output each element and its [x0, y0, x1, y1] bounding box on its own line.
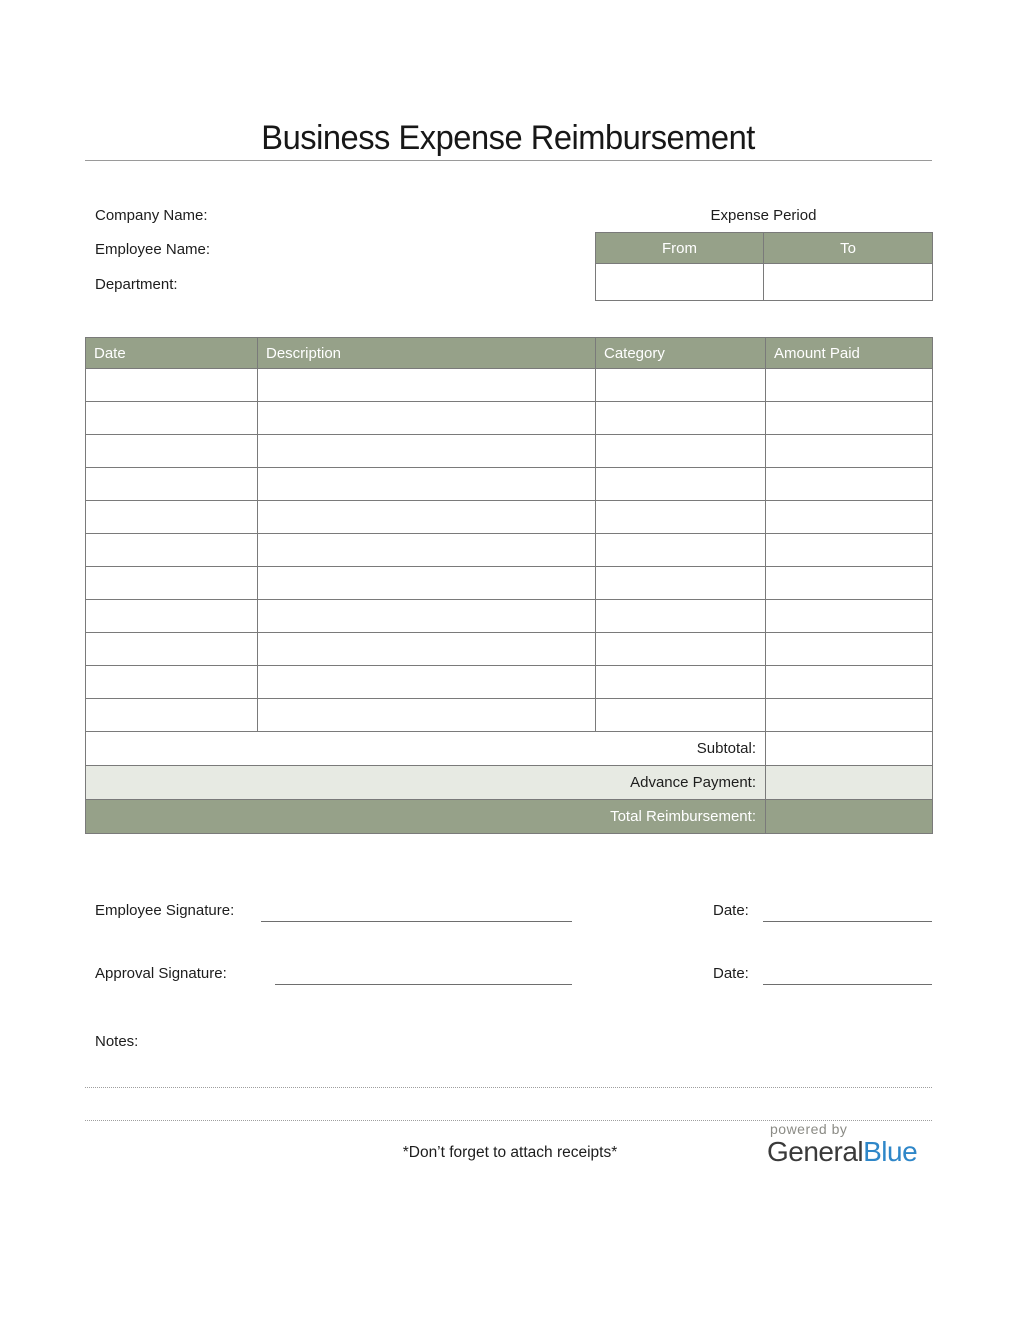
expense-table [85, 337, 933, 834]
expense-cell[interactable] [766, 402, 933, 435]
expense-cell[interactable] [86, 435, 258, 468]
generalblue-logo [767, 1136, 917, 1168]
expense-cell[interactable] [86, 699, 258, 732]
expense-cell[interactable] [766, 435, 933, 468]
expense-cell[interactable] [258, 567, 596, 600]
category-column-header: Category [596, 338, 766, 369]
period-to-cell[interactable] [764, 264, 933, 301]
employee-signature-line[interactable] [261, 921, 572, 922]
period-from-header: From [596, 233, 764, 264]
notes-label: Notes: [95, 1033, 139, 1050]
expense-cell[interactable] [258, 666, 596, 699]
expense-cell[interactable] [766, 600, 933, 633]
expense-cell[interactable] [86, 534, 258, 567]
expense-cell[interactable] [596, 501, 766, 534]
expense-cell[interactable] [86, 666, 258, 699]
expense-cell[interactable] [596, 567, 766, 600]
expense-cell[interactable] [766, 666, 933, 699]
expense-cell[interactable] [596, 633, 766, 666]
expense-cell[interactable] [596, 600, 766, 633]
company-name-label: Company Name: [95, 207, 208, 224]
expense-row [86, 633, 933, 666]
title-divider [85, 160, 932, 161]
notes-line[interactable] [85, 1087, 932, 1088]
expense-period-title: Expense Period [710, 207, 817, 224]
subtotal-label: Subtotal: [86, 732, 766, 766]
expense-cell[interactable] [258, 369, 596, 402]
expense-cell[interactable] [86, 402, 258, 435]
page-title [85, 119, 932, 158]
expense-cell[interactable] [258, 633, 596, 666]
advance-payment-row [86, 766, 933, 800]
logo-blue-text: Blue [863, 1136, 918, 1167]
total-reimbursement-row [86, 800, 933, 834]
expense-row [86, 369, 933, 402]
expense-cell[interactable] [86, 501, 258, 534]
amount-paid-column-header: Amount Paid [766, 338, 933, 369]
approval-signature-label: Approval Signature: [95, 965, 227, 982]
expense-cell[interactable] [258, 402, 596, 435]
expense-period-table [595, 232, 933, 301]
expense-row [86, 402, 933, 435]
expense-cell[interactable] [766, 534, 933, 567]
page-title-text: Business Expense Reimbursement [261, 119, 756, 157]
expense-row [86, 600, 933, 633]
expense-cell[interactable] [258, 501, 596, 534]
approval-signature-line[interactable] [275, 984, 572, 985]
expense-row [86, 567, 933, 600]
expense-row [86, 501, 933, 534]
expense-cell[interactable] [258, 600, 596, 633]
expense-row [86, 534, 933, 567]
approval-date-label: Date: [713, 965, 749, 982]
expense-cell[interactable] [766, 501, 933, 534]
powered-by-text: powered by [770, 1121, 848, 1137]
advance-payment-label: Advance Payment: [86, 766, 766, 800]
subtotal-amount-cell[interactable] [766, 732, 933, 766]
expense-cell[interactable] [766, 633, 933, 666]
expense-cell[interactable] [596, 435, 766, 468]
expense-row [86, 699, 933, 732]
receipts-reminder: *Don’t forget to attach receipts* [402, 1144, 618, 1161]
expense-cell[interactable] [596, 699, 766, 732]
expense-cell[interactable] [596, 402, 766, 435]
period-to-header: To [764, 233, 933, 264]
expense-cell[interactable] [86, 468, 258, 501]
expense-cell[interactable] [596, 534, 766, 567]
expense-cell[interactable] [596, 468, 766, 501]
expense-cell[interactable] [258, 468, 596, 501]
expense-cell[interactable] [596, 369, 766, 402]
total-reimbursement-label: Total Reimbursement: [86, 800, 766, 834]
employee-date-line[interactable] [763, 921, 932, 922]
advance-payment-amount-cell[interactable] [766, 766, 933, 800]
description-column-header: Description [258, 338, 596, 369]
department-label: Department: [95, 276, 178, 293]
expense-cell[interactable] [86, 600, 258, 633]
period-from-cell[interactable] [596, 264, 764, 301]
expense-cell[interactable] [86, 633, 258, 666]
expense-row [86, 435, 933, 468]
total-reimbursement-amount-cell[interactable] [766, 800, 933, 834]
subtotal-row [86, 732, 933, 766]
expense-cell[interactable] [766, 369, 933, 402]
expense-cell[interactable] [766, 699, 933, 732]
date-column-header: Date [86, 338, 258, 369]
employee-date-label: Date: [713, 902, 749, 919]
expense-cell[interactable] [766, 468, 933, 501]
employee-signature-label: Employee Signature: [95, 902, 235, 919]
employee-name-label: Employee Name: [95, 241, 211, 258]
expense-row [86, 468, 933, 501]
expense-cell[interactable] [766, 567, 933, 600]
expense-row [86, 666, 933, 699]
expense-table-header-row [86, 338, 933, 369]
expense-cell[interactable] [258, 534, 596, 567]
logo-general-text: General [767, 1136, 864, 1167]
expense-cell[interactable] [596, 666, 766, 699]
expense-cell[interactable] [86, 369, 258, 402]
expense-cell[interactable] [258, 435, 596, 468]
expense-cell[interactable] [258, 699, 596, 732]
expense-cell[interactable] [86, 567, 258, 600]
approval-date-line[interactable] [763, 984, 932, 985]
